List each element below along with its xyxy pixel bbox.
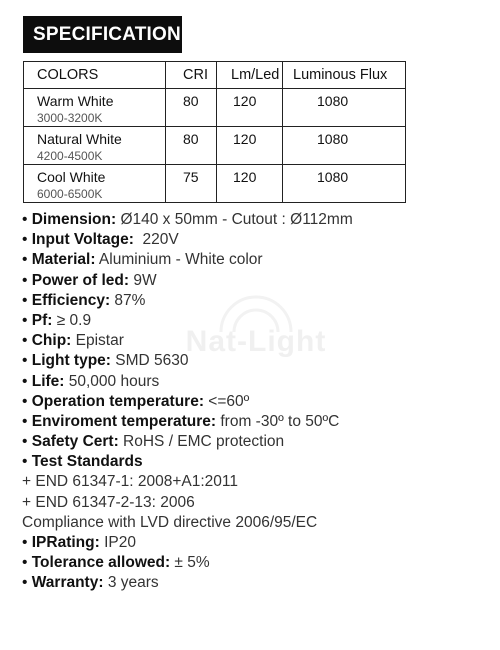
spec-value: Compliance with LVD directive 2006/95/EC [22,513,318,531]
flux-cell: 1080 [283,89,406,127]
spec-line [22,513,492,533]
bullet: • [22,211,32,228]
spec-line [22,452,492,472]
spec-label: Tolerance allowed: [31,554,171,572]
spec-value: 3 years [103,574,159,592]
spec-label: Dimension: [31,211,117,228]
table-row [24,127,406,165]
colors-column-header: COLORS [24,62,166,89]
flux-cell: 1080 [283,127,406,165]
cri-cell: 80 [166,89,217,127]
bullet: • [22,311,32,329]
color-range: 3000-3200K [37,111,103,125]
spec-value: 220V [133,231,179,249]
bullet: • [22,352,32,370]
spec-value: from -30º to 50ºC [216,412,340,430]
flux-cell: 1080 [283,165,406,203]
spec-label: Warranty: [31,574,104,592]
spec-value: ≥ 0.9 [52,311,92,329]
spec-line [22,351,492,371]
lm-cell: 120 [217,89,283,127]
spec-value: 87% [110,291,146,309]
color-name: Natural White [37,131,122,147]
spec-value: Ø140 x 50mm - Cutout : Ø112mm [116,211,353,228]
spec-line [22,230,492,250]
bullet: • [22,433,32,451]
color-cell [24,89,166,127]
table-row [24,89,406,127]
color-name: Warm White [37,93,114,109]
spec-label: Enviroment temperature: [31,412,217,430]
bullet: • [22,251,32,269]
spec-line [22,412,492,432]
spec-label: Operation temperature: [31,392,204,410]
spec-line [22,250,492,270]
spec-label: Efficiency: [31,291,111,309]
lm-led-column-header: Lm/Led [217,62,283,89]
spec-value: IP20 [99,534,136,551]
bullet: • [22,231,32,249]
bullet: • [22,372,32,390]
spec-value: Epistar [71,332,124,350]
luminous-flux-column-header: Luminous Flux [283,62,406,89]
bullet: • [22,332,32,350]
spec-table [23,61,406,203]
spec-line [22,311,492,331]
color-cell [24,127,166,165]
spec-line [22,210,492,230]
lm-cell: 120 [217,165,283,203]
table-row [24,165,406,203]
bullet: • [22,453,32,471]
bullet: • [22,554,32,572]
spec-label: Material: [31,251,96,269]
spec-line [22,271,492,291]
spec-line [22,472,492,492]
bullet: • [22,392,32,410]
spec-label: Life: [31,372,65,390]
spec-label: Light type: [31,352,111,370]
table-header-row [24,62,406,89]
spec-line [22,553,492,573]
bullet: • [22,291,32,309]
spec-line [22,493,492,513]
bullet: • [22,574,32,592]
spec-line [22,533,492,553]
spec-value: 50,000 hours [64,372,160,390]
spec-value: SMD 5630 [110,352,189,370]
spec-line [22,573,492,593]
color-range: 6000-6500K [37,187,103,201]
cri-cell: 80 [166,127,217,165]
spec-line [22,432,492,452]
spec-line [22,291,492,311]
spec-value: RoHS / EMC protection [118,433,285,451]
spec-value: <=60º [204,392,250,410]
spec-value: + END 61347-2-13: 2006 [22,493,195,511]
spec-label: Pf: [31,311,53,329]
spec-label: Power of led: [31,271,130,289]
spec-line [22,392,492,412]
color-range: 4200-4500K [37,149,103,163]
spec-label: Test Standards [31,453,143,471]
color-name: Cool White [37,169,106,185]
spec-line [22,372,492,392]
spec-label: Chip: [31,332,72,350]
spec-list [22,210,492,594]
bullet: • [22,271,32,289]
bullet: • [22,412,32,430]
color-cell [24,165,166,203]
spec-label: Safety Cert: [31,433,119,451]
cri-cell: 75 [166,165,217,203]
spec-value: ± 5% [170,554,210,572]
spec-value: + END 61347-1: 2008+A1:2011 [22,473,239,491]
spec-line [22,331,492,351]
spec-label: Input Voltage: [31,231,134,249]
watermark-text: Nat-Light [185,325,327,358]
lm-cell: 120 [217,127,283,165]
spec-label: IPRating: [31,534,100,551]
cri-column-header: CRI [166,62,217,89]
spec-value: 9W [129,271,157,289]
spec-value: Aluminium - White color [95,251,263,269]
spec-header: SPECIFICATION [23,16,182,53]
bullet: • [22,534,32,551]
